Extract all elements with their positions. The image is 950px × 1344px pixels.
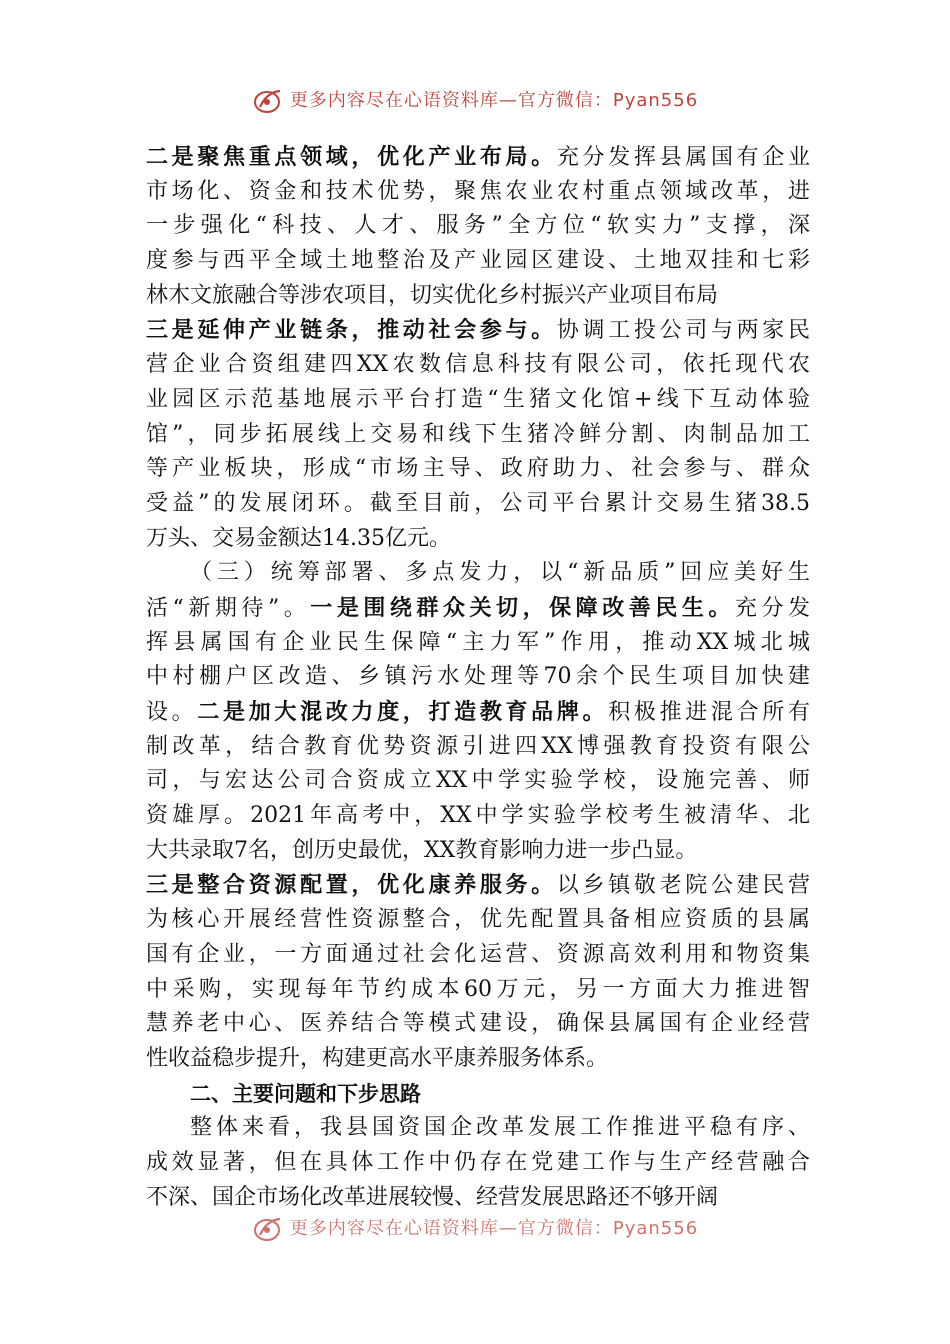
text-line <box>146 591 810 626</box>
text-line <box>146 1007 810 1042</box>
text-run: 市场化、资金和技术优势，聚焦农业农村重点领域改革，进 <box>146 178 810 204</box>
text-line <box>146 903 810 938</box>
text-run: 业园区示范基地展示平台打造“生猪文化馆+线下互动体验 <box>146 386 810 412</box>
text-run: 二、主要问题和下步思路 <box>190 1081 421 1106</box>
bold-lead-phrase: 三是整合资源配置，优化康养服务。 <box>146 872 557 899</box>
text-line <box>146 175 810 210</box>
text-run: 度参与西平全域土地整治及产业园区建设、土地双挂和七彩 <box>146 248 810 274</box>
text-run: 活“新期待”。 <box>146 595 311 621</box>
text-line <box>146 140 810 175</box>
text-line <box>146 938 810 973</box>
text-line <box>146 313 810 348</box>
text-run: 国有企业，一方面通过社会化运营、资源高效利用和物资集 <box>146 941 810 967</box>
text-line <box>146 452 810 487</box>
text-line <box>146 660 810 695</box>
text-run: 不深、国企市场化改革进展较慢、经营发展思路还不够开阔 <box>146 1184 719 1210</box>
bold-lead-phrase: 二是聚焦重点领域，优化产业布局。 <box>146 144 557 170</box>
logo-icon <box>252 87 286 115</box>
text-run: 等产业板块，形成“市场主导、政府助力、社会参与、群众 <box>146 456 810 482</box>
text-line <box>146 799 810 834</box>
text-run: 大共录取7名，创历史最优，XX教育影响力进一步凸显。 <box>146 837 698 863</box>
text-line <box>146 1042 810 1077</box>
bold-lead-phrase: 三是延伸产业链条，推动社会参与。 <box>146 317 557 344</box>
text-line <box>146 626 810 661</box>
text-run: 协调工投公司与两家民 <box>556 318 810 344</box>
text-line <box>146 973 810 1008</box>
text-line <box>146 730 810 765</box>
section-heading <box>146 1077 810 1112</box>
text-run: 充分发挥县属国有企业 <box>556 145 810 170</box>
text-run: 设。 <box>146 700 198 725</box>
text-run: 司，与宏达公司合资成立XX中学实验学校，设施完善、师 <box>146 768 810 794</box>
text-line <box>146 209 810 244</box>
text-line <box>146 1146 810 1181</box>
text-line <box>146 487 810 522</box>
watermark-footer <box>0 1214 950 1243</box>
text-run: 整体来看，我县国资国企改革发展工作推进平稳有序、 <box>190 1115 810 1141</box>
text-run: 中采购，实现每年节约成本60万元，另一方面大力推进智 <box>146 976 810 1002</box>
text-line <box>146 695 810 730</box>
bold-lead-phrase: 二是加大混改力度，打造教育品牌。 <box>197 699 609 725</box>
text-run: 积极推进混合所有 <box>608 700 810 725</box>
text-line <box>146 522 810 557</box>
watermark-footer-text: 更多内容尽在心语资料库—官方微信：Pyan556 <box>289 1218 699 1239</box>
text-run: 资雄厚。2021年高考中，XX中学实验学校考生被清华、北 <box>146 803 810 829</box>
text-line <box>146 868 810 903</box>
logo-icon <box>252 1215 286 1243</box>
text-line <box>146 834 810 869</box>
text-run: 营企业合资组建四XX农数信息科技有限公司，依托现代农 <box>146 352 810 378</box>
text-run: 慧养老中心、医养结合等模式建设，确保县属国有企业经营 <box>146 1011 810 1037</box>
text-run: 林木文旅融合等涉农项目，切实优化乡村振兴产业项目布局 <box>146 282 719 308</box>
text-line <box>146 418 810 453</box>
text-line <box>146 1181 810 1216</box>
text-line <box>146 764 810 799</box>
text-run: 充分发 <box>734 595 810 621</box>
document-body <box>146 140 810 1215</box>
text-run: 制改革，结合教育优势资源引进四XX博强教育投资有限公 <box>146 733 810 759</box>
text-run: 以乡镇敬老院公建民营 <box>556 873 810 899</box>
text-line <box>146 244 810 279</box>
text-run: 受益”的发展闭环。截至目前，公司平台累计交易生猪38.5 <box>146 490 810 516</box>
bold-lead-phrase: 一是围绕群众关切，保障改善民生。 <box>310 594 735 621</box>
text-line <box>146 383 810 418</box>
text-line <box>146 279 810 314</box>
text-run: 万头、交易金额达14.35亿元。 <box>146 525 451 551</box>
text-line <box>146 348 810 383</box>
text-line <box>146 1111 810 1146</box>
text-run: 成效显著，但在具体工作中仍存在党建工作与生产经营融合 <box>146 1149 810 1175</box>
text-line <box>146 556 810 591</box>
text-run: 挥县属国有企业民生保障“主力军”作用，推动XX城北城 <box>146 629 810 655</box>
text-run: 性收益稳步提升，构建更高水平康养服务体系。 <box>146 1045 609 1071</box>
text-run: 一步强化“科技、人才、服务”全方位“软实力”支撑，深 <box>146 213 810 239</box>
text-run: 为核心开展经营性资源整合，优先配置具备相应资质的县属 <box>146 907 810 933</box>
text-run: 中村棚户区改造、乡镇污水处理等70余个民生项目加快建 <box>146 664 810 690</box>
watermark-header-text: 更多内容尽在心语资料库—官方微信：Pyan556 <box>289 90 699 111</box>
text-run: （三）统筹部署、多点发力，以“新品质”回应美好生 <box>190 560 810 586</box>
watermark-header <box>0 86 950 115</box>
text-run: 馆”，同步拓展线上交易和线下生猪冷鲜分割、肉制品加工 <box>146 421 810 447</box>
